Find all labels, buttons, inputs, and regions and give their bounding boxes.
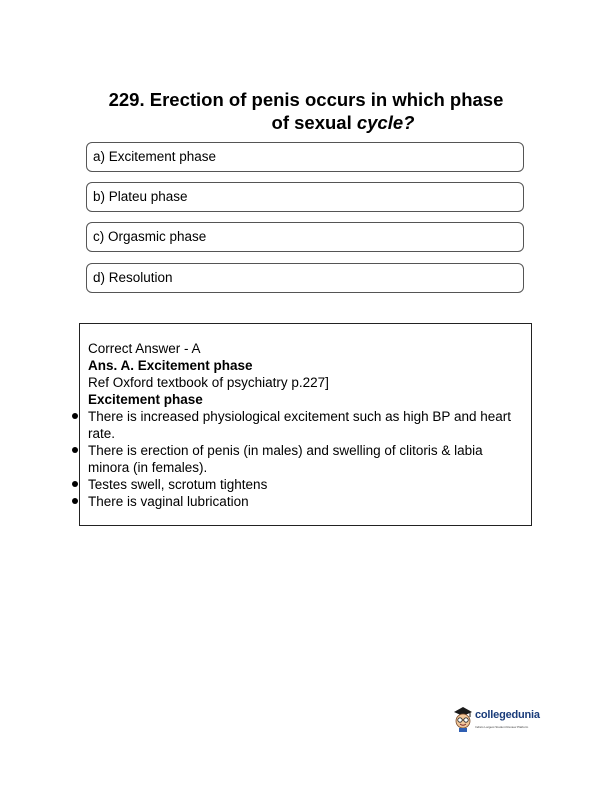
bullet-item: [88, 476, 523, 493]
explanation-bullet-list: [88, 408, 523, 510]
question-line-2: [76, 111, 536, 134]
bullet-item: [88, 442, 523, 476]
question-title: [76, 88, 536, 134]
answer-line: Ans. A. Excitement phase: [88, 358, 253, 373]
bullet-text: There is increased physiological excitement such as high BP and heart rate.: [88, 409, 511, 441]
reference-line: Ref Oxford textbook of psychiatry p.227]: [88, 375, 329, 390]
collegedunia-logo: [452, 705, 552, 735]
brand-tagline: India's Largest Student Review Platform: [475, 725, 529, 729]
option-b[interactable]: b) Plateu phase: [86, 182, 524, 212]
bullet-item: [88, 408, 523, 442]
bullet-text: There is erection of penis (in males) and swelling of clitoris & labia minora (in females).: [88, 443, 483, 475]
bullet-icon: [72, 447, 78, 453]
bullet-text: Testes swell, scrotum tightens: [88, 477, 268, 492]
question-line-2-italic: cycle?: [356, 112, 415, 133]
bullet-icon: [72, 481, 78, 487]
bullet-icon: [72, 413, 78, 419]
correct-answer-line: Correct Answer - A: [88, 341, 201, 356]
bullet-text: There is vaginal lubrication: [88, 494, 249, 509]
mascot-icon: [452, 705, 474, 733]
option-d[interactable]: d) Resolution: [86, 263, 524, 293]
answer-explanation-box: [79, 323, 532, 526]
explanation-heading: Excitement phase: [88, 392, 203, 407]
option-c[interactable]: c) Orgasmic phase: [86, 222, 524, 252]
bullet-icon: [72, 498, 78, 504]
question-line-2-text: of sexual: [271, 112, 357, 133]
brand-name: collegedunia: [475, 709, 540, 721]
option-a[interactable]: a) Excitement phase: [86, 142, 524, 172]
question-line-1: 229. Erection of penis occurs in which phase: [108, 89, 504, 110]
bullet-item: [88, 493, 523, 510]
